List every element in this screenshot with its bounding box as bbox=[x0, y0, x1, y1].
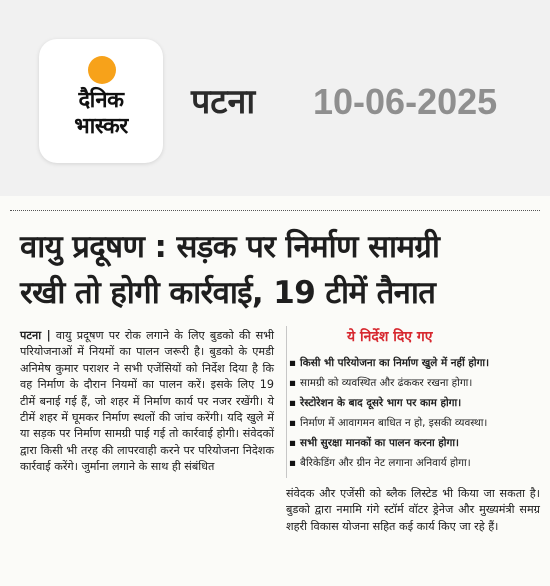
bullet-icon: ▪ bbox=[289, 417, 297, 429]
directive-item: ▪ किसी भी परियोजना का निर्माण खुले में नहीं होगा। bbox=[289, 357, 490, 369]
directive-item: ▪ रेस्टोरेशन के बाद दूसरे भाग पर काम होगा। bbox=[289, 397, 462, 409]
article-body-text: वायु प्रदूषण पर रोक लगाने के लिए बुडको की सभी परियोजनाओं में नियमों का पालन जरूरी है। बुडको के एमडी अनिमेष कुमार पराशर ने सभी एजेंसियों को निर्देश दिया है कि वह निर्माण के दौरान नियमों का पालन करें। इसके लिए 19 टीमें बनाई गई हैं, जो शहर में निर्माण कार्य पर नजर रखेंगी। ये टीमें शहर में घूमकर निर्माण स्थलों की जांच करेंगी। यदि खुले में या सड़क पर निर्माण सामग्री पाई गई तो कार्रवाई होगी। संवेदकों द्वारा किसी भी तरह की लापरवाही करने पर परियोजना निदेशक कार्रवाई करेंगे। जुर्माना लगाने के साथ ही संबंधित bbox=[20, 329, 274, 474]
article-continuation: संवेदक और एजेंसी को ब्लैक लिस्टेड भी किया जा सकता है। बुडको द्वारा नमामि गंगे स्टॉर्म वॉटर ड्रेनेज और मुख्यमंत्री समग्र शहरी विकास योजना सहित कई कार्य किए जा रहे हैं। bbox=[286, 487, 540, 533]
directive-item: ▪ बैरिकेडिंग और ग्रीन नेट लगाना अनिवार्य होगा। bbox=[289, 457, 471, 469]
bullet-icon: ▪ bbox=[289, 457, 297, 469]
app-header bbox=[0, 0, 550, 196]
logo-text-line1: दैनिक bbox=[78, 88, 124, 113]
logo-text-line2: भास्कर bbox=[74, 114, 128, 139]
headline-line-2: रखी तो होगी कार्रवाई, 19 टीमें तैनात bbox=[20, 275, 436, 311]
bullet-icon: ▪ bbox=[289, 357, 297, 369]
clipping-cut-line bbox=[10, 210, 540, 211]
dateline: पटना | bbox=[20, 329, 51, 342]
directive-item: ▪ सामग्री को व्यवस्थित और ढंककर रखना होगा। bbox=[289, 377, 473, 389]
bullet-icon: ▪ bbox=[289, 377, 297, 389]
dainik-bhaskar-logo[interactable] bbox=[39, 39, 163, 163]
edition-city: पटना bbox=[191, 82, 256, 122]
directive-item: ▪ निर्माण में आवागमन बाधित न हो, इसकी व्यवस्था। bbox=[289, 417, 488, 429]
directives-title: ये निर्देश दिए गए bbox=[347, 329, 433, 345]
directive-item: ▪ सभी सुरक्षा मानकों का पालन करना होगा। bbox=[289, 437, 459, 449]
article-body bbox=[20, 328, 274, 476]
headline-line-1: वायु प्रदूषण : सड़क पर निर्माण सामग्री bbox=[20, 229, 440, 265]
directives-box bbox=[286, 326, 541, 478]
bullet-icon: ▪ bbox=[289, 397, 297, 409]
bullet-icon: ▪ bbox=[289, 437, 297, 449]
sun-icon bbox=[88, 56, 116, 84]
edition-date: 10-06-2025 bbox=[313, 81, 498, 122]
